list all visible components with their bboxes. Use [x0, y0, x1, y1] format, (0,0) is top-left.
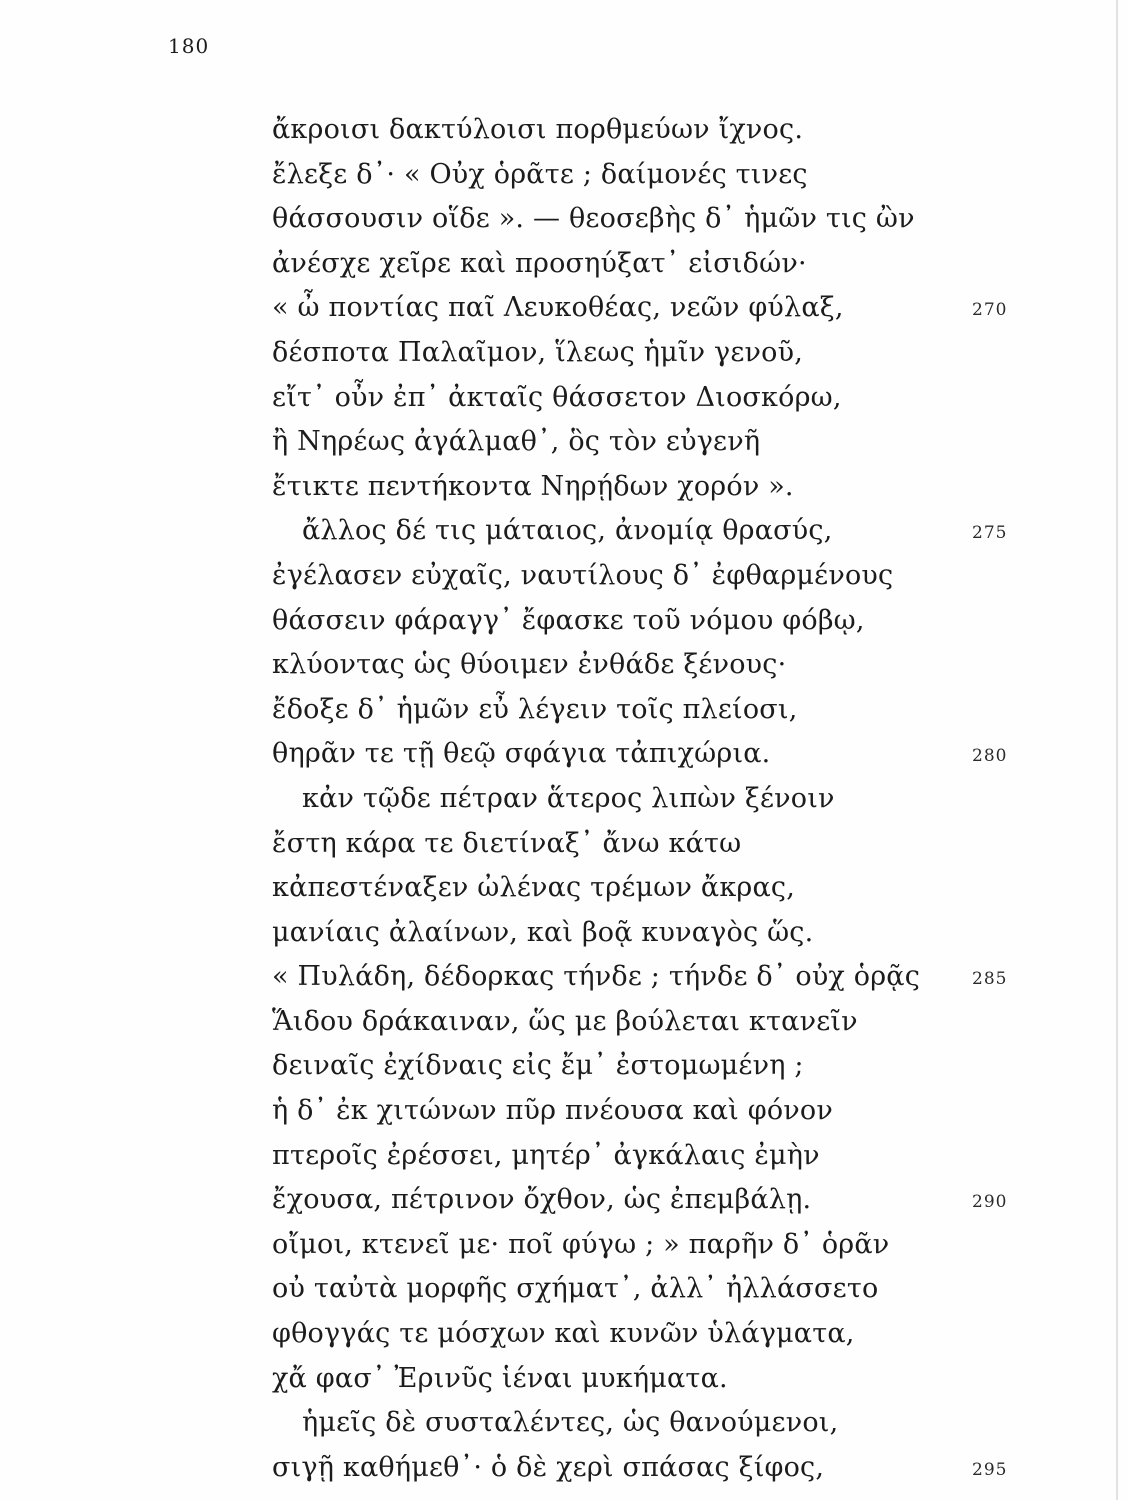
verse-line	[0, 955, 1128, 1000]
verse-text: χἄ φασ᾽ Ἐρινῦς ἱέναι μυκήματα.	[272, 1362, 728, 1394]
verse-line	[0, 554, 1128, 599]
verse-line	[0, 331, 1128, 376]
verse-line	[0, 643, 1128, 688]
verse-line	[0, 777, 1128, 822]
verse-text: δέσποτα Παλαῖμον, ἵλεως ἡμῖν γενοῦ,	[272, 336, 804, 368]
verse-text: κἀπεστέναξεν ὠλένας τρέμων ἄκρας,	[272, 872, 796, 904]
verse-line	[0, 376, 1128, 421]
verse-line	[0, 1000, 1128, 1045]
verse-text: θάσσουσιν οἵδε ». — θεοσεβὴς δ᾽ ἡμῶν τις ὢν	[272, 203, 915, 235]
line-number: 285	[972, 969, 1008, 990]
verse-line	[0, 1223, 1128, 1268]
verse-text: « Πυλάδη, δέδορκας τήνδε ; τήνδε δ᾽ οὐχ ὁρᾷς	[272, 961, 921, 993]
page-number: 180	[168, 34, 210, 58]
verse-line	[0, 242, 1128, 287]
verse-line	[0, 420, 1128, 465]
verse-line	[0, 1178, 1128, 1223]
verse-text: ἔλεξε δ᾽· « Οὐχ ὁρᾶτε ; δαίμονές τινες	[272, 158, 808, 190]
verse-text: ἡ δ᾽ ἐκ χιτώνων πῦρ πνέουσα καὶ φόνον	[272, 1095, 833, 1127]
verse-text: ἔστη κάρα τε διετίναξ᾽ ἄνω κάτω	[272, 827, 742, 859]
verse-line	[0, 911, 1128, 956]
verse-text: « ὦ ποντίας παῖ Λευκοθέας, νεῶν φύλαξ,	[272, 292, 844, 324]
verse-line	[0, 108, 1128, 153]
verse-text: εἴτ᾽ οὖν ἐπ᾽ ἀκταῖς θάσσετον Διοσκόρω,	[272, 381, 842, 413]
verse-line	[0, 1312, 1128, 1357]
verse-text: θηρᾶν τε τῇ θεῷ σφάγια τἀπιχώρια.	[272, 738, 771, 770]
verse-text: ἄλλος δέ τις μάταιος, ἀνομίᾳ θρασύς,	[302, 515, 833, 547]
verse-line	[0, 688, 1128, 733]
verse-line	[0, 599, 1128, 644]
verse-text: ἔτικτε πεντήκοντα Νηρῄδων χορόν ».	[272, 470, 794, 502]
line-number: 280	[972, 746, 1008, 767]
line-number: 295	[972, 1459, 1008, 1480]
line-number: 275	[972, 523, 1008, 544]
verse-line	[0, 153, 1128, 198]
verse-text: ἢ Νηρέως ἀγάλμαθ᾽, ὃς τὸν εὐγενῆ	[272, 426, 761, 458]
verse-text: ἀνέσχε χεῖρε καὶ προσηύξατ᾽ εἰσιδών·	[272, 247, 807, 279]
verse-line	[0, 1401, 1128, 1446]
verse-text: κἀν τῷδε πέτραν ἅτερος λιπὼν ξένοιν	[302, 782, 835, 814]
verse-text: κλύοντας ὡς θύοιμεν ἐνθάδε ξένους·	[272, 649, 787, 681]
verse-text: φθογγάς τε μόσχων καὶ κυνῶν ὑλάγματα,	[272, 1318, 855, 1350]
verse-text: θάσσειν φάραγγ᾽ ἔφασκε τοῦ νόμου φόβῳ,	[272, 604, 865, 636]
verse-line	[0, 1134, 1128, 1179]
verse-line	[0, 465, 1128, 510]
verse-text: πτεροῖς ἐρέσσει, μητέρ᾽ ἀγκάλαις ἐμὴν	[272, 1139, 820, 1171]
verse-line	[0, 1044, 1128, 1089]
verse-text: μανίαις ἀλαίνων, καὶ βοᾷ κυναγὸς ὥς.	[272, 916, 814, 948]
verse-line	[0, 1089, 1128, 1134]
verse-text: ἄκροισι δακτύλοισι πορθμεύων ἴχνος.	[272, 114, 804, 145]
verse-line	[0, 866, 1128, 911]
verse-line	[0, 197, 1128, 242]
verse-text: σιγῇ καθήμεθ᾽· ὁ δὲ χερὶ σπάσας ξίφος,	[272, 1451, 825, 1483]
verse-line	[0, 1267, 1128, 1312]
verse-text: οὐ ταὐτὰ μορφῆς σχήματ᾽, ἀλλ᾽ ἠλλάσσετο	[272, 1273, 879, 1305]
verse-block	[0, 108, 1128, 1490]
verse-text: οἴμοι, κτενεῖ με· ποῖ φύγω ; » παρῆν δ᾽ ὁρᾶν	[272, 1228, 890, 1260]
verse-text: ἡμεῖς δὲ συσταλέντες, ὡς θανούμενοι,	[302, 1407, 839, 1439]
verse-line	[0, 1446, 1128, 1491]
verse-line	[0, 822, 1128, 867]
verse-text: δειναῖς ἐχίδναις εἰς ἔμ᾽ ἐστομωμένη ;	[272, 1050, 804, 1082]
verse-line	[0, 1357, 1128, 1402]
verse-text: Ἅιδου δράκαιναν, ὥς με βούλεται κτανεῖν	[272, 1005, 858, 1037]
line-number: 270	[972, 300, 1008, 321]
verse-line	[0, 732, 1128, 777]
verse-text: ἔδοξε δ᾽ ἡμῶν εὖ λέγειν τοῖς πλείοσι,	[272, 693, 798, 725]
verse-line	[0, 509, 1128, 554]
verse-line	[0, 286, 1128, 331]
verse-text: ἐγέλασεν εὐχαῖς, ναυτίλους δ᾽ ἐφθαρμένους	[272, 559, 894, 591]
verse-text: ἔχουσα, πέτρινον ὄχθον, ὡς ἐπεμβάλῃ.	[272, 1184, 812, 1216]
line-number: 290	[972, 1192, 1008, 1213]
